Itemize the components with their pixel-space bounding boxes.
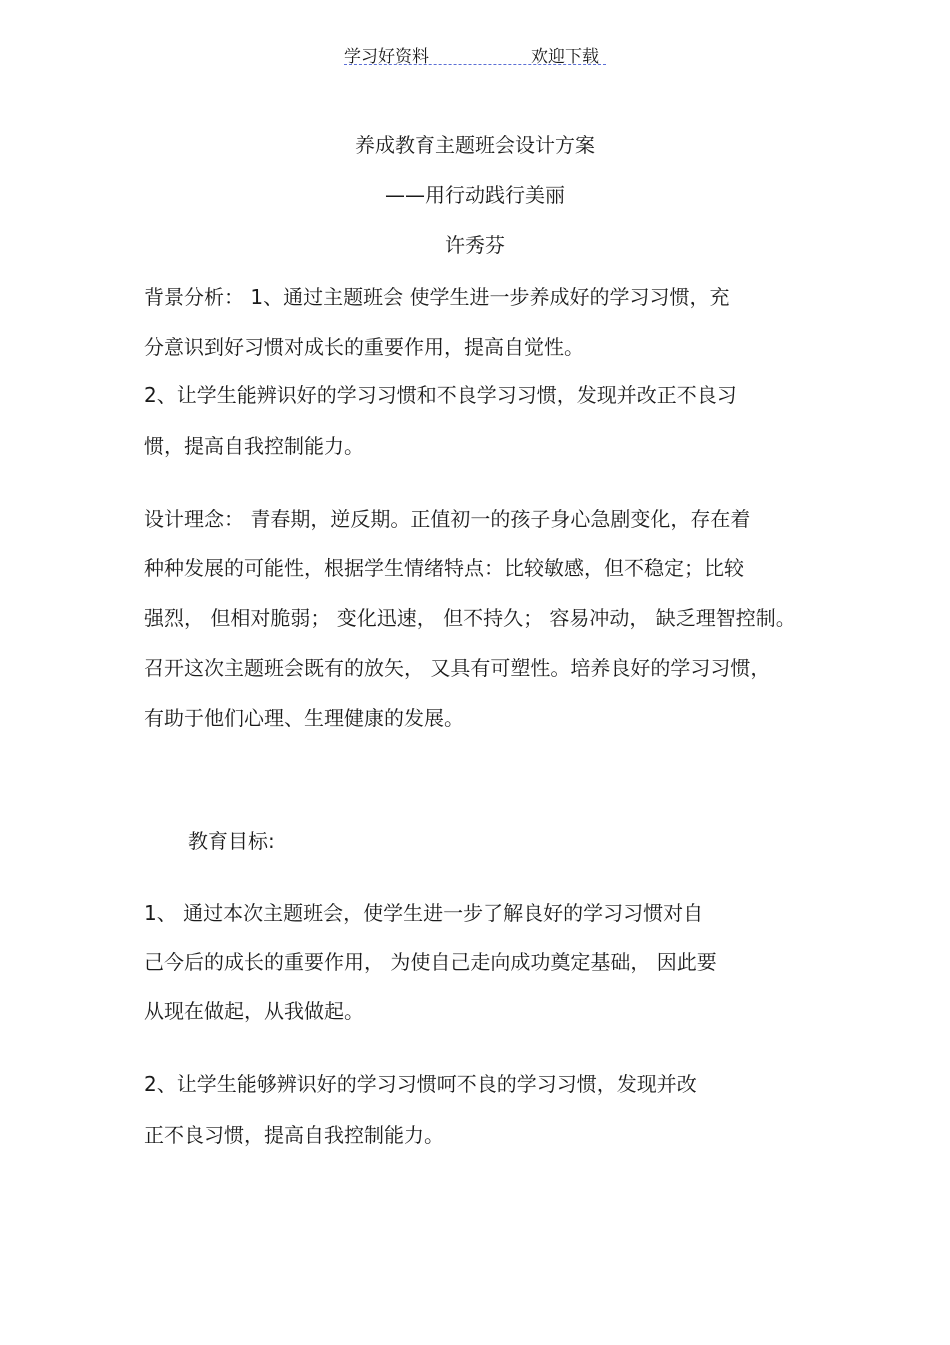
paragraph-line: 设计理念： 青春期，逆反期。正值初一的孩子身心急剧变化，存在着: [144, 507, 751, 531]
document-title: 养成教育主题班会设计方案: [355, 133, 595, 157]
goals-heading: 教育目标:: [188, 829, 275, 853]
paragraph-line: 惯，提高自我控制能力。: [144, 434, 364, 458]
paragraph-line: 己今后的成长的重要作用， 为使自己走向成功奠定基础， 因此要: [144, 950, 717, 974]
paragraph-line: 背景分析： 1、通过主题班会 使学生进一步养成好的学习习惯，充: [144, 285, 730, 309]
paragraph-line: 1、 通过本次主题班会，使学生进一步了解良好的学习习惯对自: [144, 901, 704, 925]
paragraph-line: 分意识到好习惯对成长的重要作用，提高自觉性。: [144, 335, 584, 359]
header-dashed-rule: [344, 64, 606, 65]
document-author: 许秀芬: [445, 233, 505, 257]
paragraph-line: 种种发展的可能性，根据学生情绪特点：比较敏感，但不稳定；比较: [144, 556, 744, 580]
paragraph-line: 2、让学生能够辨识好的学习习惯呵不良的学习习惯，发现并改: [144, 1072, 697, 1096]
paragraph-line: 有助于他们心理、生理健康的发展。: [144, 706, 464, 730]
header-left-text: 学习好资料: [344, 47, 429, 67]
document-subtitle: ——用行动践行美丽: [385, 183, 565, 207]
paragraph-line: 2、让学生能辨识好的学习习惯和不良学习习惯，发现并改正不良习: [144, 383, 737, 407]
paragraph-line: 强烈， 但相对脆弱； 变化迅速， 但不持久； 容易冲动， 缺乏理智控制。: [144, 606, 796, 630]
header-right-text: 欢迎下载: [531, 47, 599, 67]
paragraph-line: 召开这次主题班会既有的放矢， 又具有可塑性。培养良好的学习习惯，: [144, 656, 771, 680]
paragraph-line: 从现在做起，从我做起。: [144, 999, 364, 1023]
paragraph-line: 正不良习惯，提高自我控制能力。: [144, 1123, 444, 1147]
